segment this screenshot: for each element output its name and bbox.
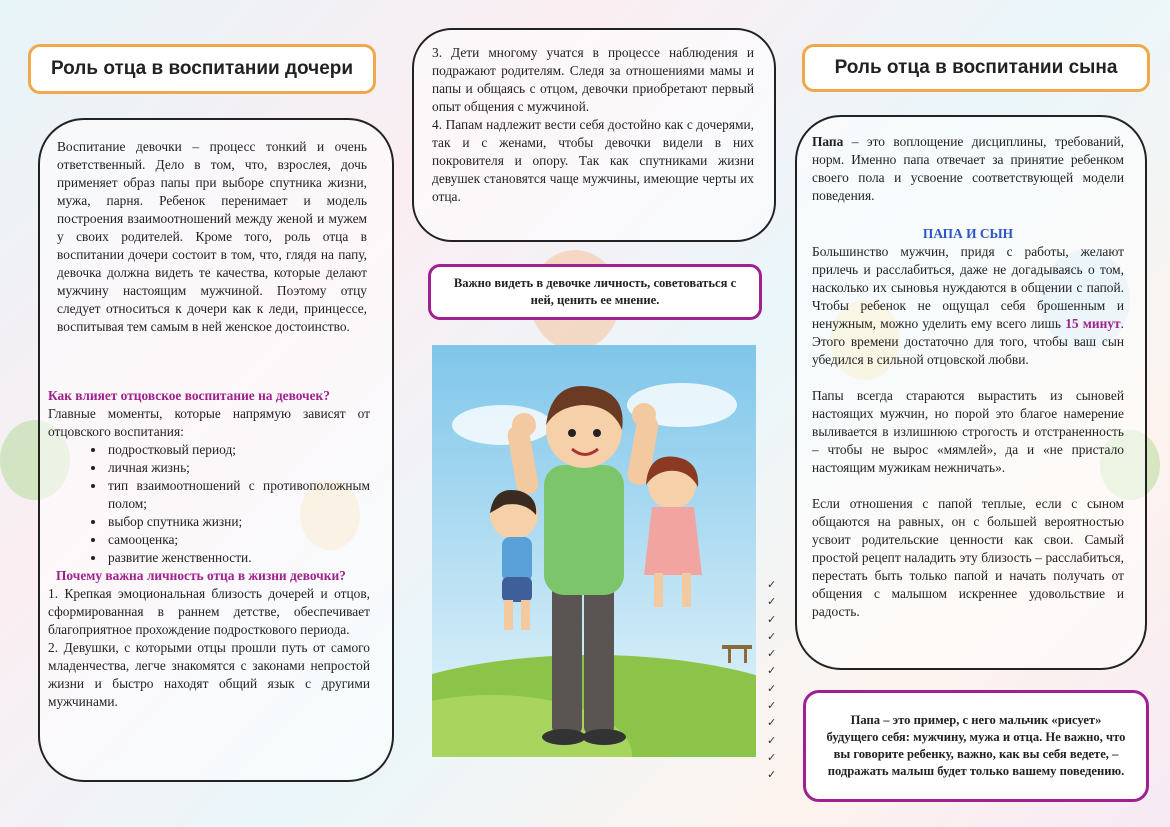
right-heading: ПАПА И СЫН	[922, 226, 1014, 241]
middle-callout-text: Важно видеть в девочке личность, советоваться с ней, ценить ее мнение.	[453, 276, 737, 307]
check-icon: ✓	[767, 629, 777, 643]
right-p1	[812, 243, 1124, 369]
left-q1-text: Главные моменты, которые напрямую зависят от отцовского воспитания:	[48, 406, 370, 439]
check-icon: ✓	[767, 578, 777, 591]
left-section	[48, 387, 370, 711]
checkmark-column	[767, 576, 776, 784]
check-icon: ✓	[767, 647, 777, 661]
check-icon: ✓	[767, 750, 777, 764]
middle-p4: 4. Папам надлежит вести себя достойно как с дочерями, так и с женами, чтобы девочки видели в них покровителя и опору. Так как спутниками жизни девушек становятся чаще мужчины, имеющие черты их отца.	[432, 117, 754, 204]
right-callout	[803, 690, 1149, 802]
right-title	[802, 44, 1150, 92]
middle-p3: 3. Дети многому учатся в процессе наблюдения и подражают родителям. Следя за отношениями мамы и папы и общаясь с отцом, девочки приобретают первый опыт общения с мужчиной.	[432, 45, 754, 114]
middle-text	[432, 44, 754, 206]
left-p1: 1. Крепкая эмоциональная близость дочерей и отцов, сформированная в раннем детстве, обеспечивает благоприятное прохождение подросткового периода.	[48, 586, 370, 637]
list-item: • личная жизнь;	[106, 459, 370, 477]
right-callout-text: Папа – это пример, с него мальчик «рисует» будущего себя: мужчину, мужа и отца. Не важно, что вы говорите ребенку, важно, как вы себя ведете, – подражать малыш будет только вашему поведению.	[826, 713, 1126, 778]
list-item: • развитие женственности.	[106, 549, 370, 567]
check-icon: ✓	[767, 768, 777, 782]
left-bullet-list	[48, 441, 370, 567]
list-item: • самооценка;	[106, 531, 370, 549]
check-icon: ✓	[767, 733, 777, 747]
check-icon: ✓	[767, 612, 777, 626]
check-icon: ✓	[767, 595, 777, 609]
check-icon: ✓	[767, 716, 777, 730]
left-p2: 2. Девушки, с которыми отцы прошли путь от самого младенчества, легче знакомятся с законами непростой жизни и быстро находят общий язык с другими мужчинами.	[48, 640, 370, 709]
check-icon: ✓	[767, 681, 777, 695]
right-p3: Если отношения с папой теплые, если с сыном общаются на равных, он с большей вероятностью усвоит родительские ценности как свои. Самый простой рецепт наладить эту близость – расслабиться, перестать быть только папой и начать получать от общения с малышом искреннее удовольствие и радость.	[812, 496, 1124, 619]
right-text	[812, 133, 1124, 621]
list-item: • тип взаимоотношений с противоположным полом;	[106, 477, 370, 513]
list-item: • подростковый период;	[106, 441, 370, 459]
check-icon: ✓	[767, 699, 777, 713]
check-icon: ✓	[767, 664, 777, 678]
father-children-illustration	[432, 345, 756, 757]
list-item: • выбор спутника жизни;	[106, 513, 370, 531]
middle-callout	[428, 264, 762, 320]
right-p1-b: . Этого времени достаточно для того, чтобы ваш сын убедился в сильной отцовской любви.	[812, 316, 1124, 367]
left-q1-heading: Как влияет отцовское воспитание на девочек?	[48, 388, 330, 403]
right-p1-a: Большинство мужчин, придя с работы, желают прилечь и расслабиться, даже не догадываясь о том, насколько их сыновья нуждаются в общении с папой. Чтобы ребенок не ощущал себя брошенным и ненужным, можно уделить ему всего лишь	[812, 244, 1124, 331]
right-p1-minutes: 15 минут	[1065, 316, 1121, 331]
papa-word: Папа	[812, 134, 844, 149]
right-intro-rest: – это воплощение дисциплины, требований, норм. Именно папа отвечает за принятие ребенком своего пола и усвоение соответствующей модели поведения.	[812, 134, 1124, 203]
left-q2-heading: Почему важна личность отца в жизни девочки?	[56, 568, 346, 583]
left-intro-text: Воспитание девочки – процесс тонкий и очень ответственный. Дело в том, что, взрослея, дочь применяет образ папы при выборе спутника жизни, мужа, парня. Ребенок перенимает и модель построения взаимоотношений между женой и мужем у своих родителей. Кроме того, роль отца в воспитании дочери состоит в том, что, глядя на папу, девочка должна видеть те качества, которые делают мужчину настоящим мужчиной. Поэтому отцу следует относиться к дочери как к леди, принцессе, воспитывая тем самым в ней женское достоинство.	[57, 139, 367, 334]
right-intro	[812, 133, 1124, 205]
left-intro	[57, 138, 367, 336]
right-title-text: Роль отца в воспитании сына	[834, 57, 1118, 78]
left-title	[28, 44, 376, 94]
left-title-text: Роль отца в воспитании дочери	[50, 58, 354, 79]
right-p2: Папы всегда стараются вырастить из сыновей настоящих мужчин, но порой это благое намерение выливается в излишнюю строгость и отстраненность – чтобы не вырос «мямлей», да и «не пристало настоящим мужикам нежничать».	[812, 388, 1124, 475]
